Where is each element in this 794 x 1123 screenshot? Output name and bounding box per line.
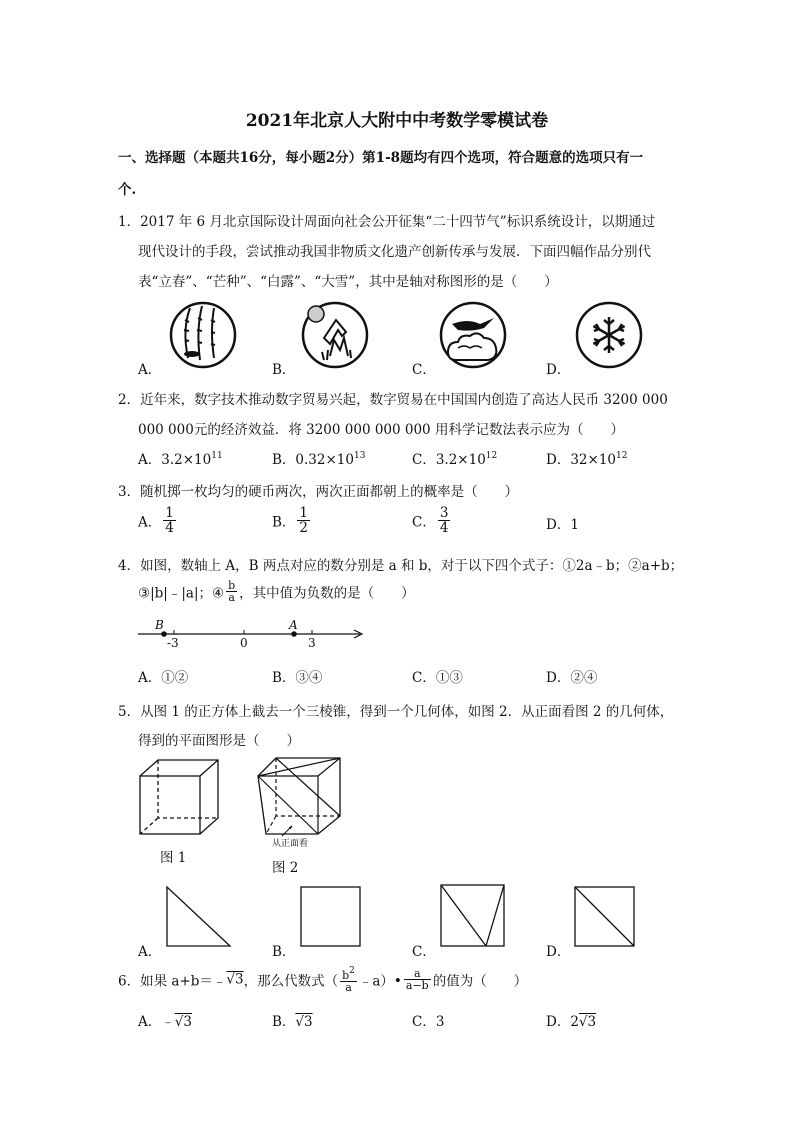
q6-fraction-1 bbox=[340, 966, 357, 993]
q6-option-d[interactable] bbox=[546, 1010, 596, 1030]
option-c-square-two-diagonals bbox=[440, 884, 506, 948]
q4-option-a[interactable]: A．①② bbox=[138, 670, 189, 686]
q2-option-c-label: C．3.2×10 bbox=[412, 452, 486, 468]
numerator-exponent: 2 bbox=[349, 966, 355, 976]
radicand: 3 bbox=[183, 1014, 192, 1030]
q5-option-a[interactable]: A． bbox=[138, 944, 162, 960]
numerator: 3 bbox=[439, 505, 449, 521]
q6-fraction-2 bbox=[404, 968, 431, 991]
q6-option-a[interactable] bbox=[138, 1010, 192, 1030]
q2-option-c-exponent: 12 bbox=[485, 451, 498, 461]
figure-1-caption: 图 1 bbox=[160, 850, 187, 866]
figure-1-cube bbox=[138, 758, 222, 838]
q6-option-b[interactable] bbox=[272, 1010, 313, 1030]
q3-option-c-label: C． bbox=[412, 514, 436, 531]
denominator: a bbox=[228, 591, 235, 604]
q2-option-a-label: A．3.2×10 bbox=[138, 452, 212, 468]
q4-line2-prefix: ③|b|﹣|a|；④ bbox=[138, 585, 225, 602]
q2-option-d-exponent: 12 bbox=[616, 451, 628, 461]
q6-option-d-label: D．2 bbox=[546, 1014, 579, 1030]
section-heading-line2: 个. bbox=[118, 182, 137, 198]
q2-line2: 000 000元的经济效益．将 3200 000 000 000 用科学记数法表示应为（ ） bbox=[138, 422, 624, 438]
q4-option-d[interactable]: D．②④ bbox=[546, 670, 598, 686]
q2-option-c[interactable] bbox=[412, 448, 497, 468]
q6-sqrt3-icon: √3 bbox=[226, 971, 244, 988]
q6-prefix: 6．如果 a+b＝﹣ bbox=[118, 973, 227, 990]
q1-option-b[interactable]: B． bbox=[272, 362, 296, 378]
q6-option-a-label: A．﹣ bbox=[138, 1014, 175, 1030]
page-title: 2021年北京人大附中中考数学零模试卷 bbox=[245, 111, 549, 131]
denominator: 4 bbox=[165, 520, 174, 536]
q2-option-a[interactable] bbox=[138, 448, 223, 468]
q4-line2 bbox=[138, 580, 415, 603]
figure-2-caption: 图 2 bbox=[272, 860, 299, 876]
denominator: 4 bbox=[439, 520, 449, 536]
q6-suffix: 的值为（ ） bbox=[432, 973, 528, 990]
q2-option-a-exponent: 11 bbox=[211, 451, 223, 461]
q5-line2: 得到的平面图形是（ ） bbox=[138, 733, 300, 749]
figure-2-cut-cube bbox=[256, 756, 344, 840]
q2-option-d-label: D．32×10 bbox=[546, 452, 616, 468]
q2-option-d[interactable] bbox=[546, 448, 627, 468]
tick-label-neg3: -3 bbox=[167, 636, 179, 650]
option-b-square-shape bbox=[300, 886, 362, 948]
q6-line bbox=[118, 966, 527, 993]
q2-option-b-label: B．0.32×10 bbox=[272, 452, 354, 468]
q6-option-b-label: B． bbox=[272, 1014, 296, 1030]
sqrt-icon: √3 bbox=[174, 1014, 192, 1030]
q5-option-b[interactable]: B． bbox=[272, 944, 296, 960]
tick-label-3: 3 bbox=[308, 636, 316, 650]
grain-in-ear-icon bbox=[300, 300, 370, 370]
tick-label-0: 0 bbox=[240, 636, 248, 650]
q3-option-b[interactable] bbox=[272, 506, 312, 535]
q1-line3: 表“立春”、“芒种”、“白露”、“大雪”，其中是轴对称图形的是（ ） bbox=[138, 274, 558, 290]
q1-option-d[interactable]: D． bbox=[546, 362, 571, 378]
front-view-label: 从正面看 bbox=[272, 839, 309, 849]
numerator: 1 bbox=[299, 505, 309, 521]
denominator: a−b bbox=[405, 979, 429, 992]
q4-option-c[interactable]: C．①③ bbox=[412, 670, 463, 686]
q3-option-c-fraction bbox=[438, 506, 451, 535]
q6-mid2: ﹣a）• bbox=[358, 973, 402, 990]
q3-line: 3．随机掷一枚均匀的硬币两次，两次正面都朝上的概率是（ ） bbox=[118, 484, 519, 500]
q4-line2-suffix: ，其中值为负数的是（ ） bbox=[239, 585, 415, 602]
numerator: b bbox=[228, 579, 236, 592]
q2-line1: 2．近年来，数字技术推动数字贸易兴起，数字贸易在中国国内创造了高达人民币 3200 000 bbox=[118, 392, 668, 408]
section-heading-line1: 一、选择题（本题共16分，每小题2分）第1-8题均有四个选项，符合题意的选项只有一 bbox=[118, 150, 644, 166]
point-b-label: B bbox=[155, 618, 164, 632]
numerator-base: b bbox=[342, 969, 350, 982]
numerator: 1 bbox=[165, 505, 174, 521]
q5-option-c[interactable]: C． bbox=[412, 944, 436, 960]
q1-line1: 1．2017 年 6 月北京国际设计周面向社会公开征集“二十四节气”标识系统设计，以期通过 bbox=[118, 214, 656, 230]
point-a-label: A bbox=[289, 618, 298, 632]
sqrt-icon: √3 bbox=[578, 1014, 597, 1030]
q2-option-b[interactable] bbox=[272, 448, 365, 468]
q6-mid: ，那么代数式（ bbox=[243, 973, 339, 990]
q5-option-d[interactable]: D． bbox=[546, 944, 571, 960]
q3-option-a-fraction bbox=[163, 506, 176, 535]
numerator bbox=[340, 966, 357, 981]
q3-option-b-label: B． bbox=[272, 514, 296, 531]
q3-option-b-fraction bbox=[297, 506, 310, 535]
q1-option-c[interactable]: C． bbox=[412, 362, 436, 378]
denominator: 2 bbox=[299, 520, 309, 536]
q4-option-b[interactable]: B．③④ bbox=[272, 670, 323, 686]
numerator: a bbox=[404, 968, 431, 980]
q4-line1: 4．如图，数轴上 A，B 两点对应的数分别是 a 和 b，对于以下四个式子：①2a﹣b；②a+b； bbox=[118, 558, 684, 574]
white-dew-bird-icon bbox=[438, 300, 508, 370]
q5-line1: 5．从图 1 的正方体上截去一个三棱锥，得到一个几何体，如图 2．从正面看图 2 的几何体， bbox=[118, 704, 674, 720]
q3-option-a[interactable] bbox=[138, 506, 178, 535]
sqrt-icon: √3 bbox=[295, 1014, 313, 1030]
q6-option-c[interactable]: C．3 bbox=[412, 1014, 445, 1030]
q3-option-a-label: A． bbox=[138, 514, 162, 531]
q3-option-d[interactable]: D．1 bbox=[546, 517, 579, 533]
q2-option-b-exponent: 13 bbox=[353, 451, 366, 461]
q1-option-a[interactable]: A． bbox=[138, 362, 162, 378]
q4-fraction bbox=[226, 580, 237, 603]
snowflake-icon bbox=[574, 300, 644, 370]
option-d-square-diagonal bbox=[574, 886, 636, 948]
option-a-triangle-shape bbox=[166, 886, 232, 948]
denominator: a bbox=[340, 981, 357, 993]
radicand: 3 bbox=[587, 1014, 597, 1030]
spring-willow-icon bbox=[168, 300, 238, 370]
q6-radicand: 3 bbox=[235, 971, 244, 988]
q3-option-c[interactable] bbox=[412, 506, 452, 535]
radicand: 3 bbox=[304, 1014, 313, 1030]
q1-line2: 现代设计的手段，尝试推动我国非物质文化遗产创新传承与发展．下面四幅作品分别代 bbox=[138, 244, 651, 260]
